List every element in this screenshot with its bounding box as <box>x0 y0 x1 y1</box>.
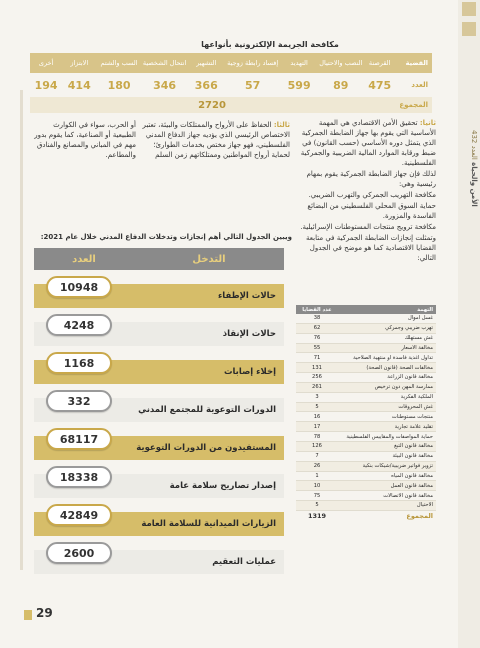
case-name: مخالفة الأسعار <box>401 344 433 351</box>
table-header-cell: النصب والاحتيال <box>319 59 363 67</box>
side-label-title: الأمن والحياة <box>470 162 478 207</box>
side-label <box>470 130 478 207</box>
stat-label: عمليات التعقيم <box>212 557 276 567</box>
text-column-left: أو الحرب، سواء في الكوارث الطبيعية أو الصناعية، كما يقوم بدور مهم في المباني والمصانع والفنادق والمطاعم. <box>34 121 136 159</box>
table-row <box>296 373 436 383</box>
table-row <box>296 314 436 324</box>
stats-header-value: العدد <box>72 253 96 265</box>
cases-header-count: عدد القضايا <box>302 306 332 313</box>
stat-label: الدورات التوعوية للمجتمع المدني <box>138 405 276 415</box>
table-row <box>296 393 436 403</box>
case-count: 126 <box>312 443 322 450</box>
table-row <box>296 422 436 432</box>
table-value-cell: 89 <box>333 78 349 92</box>
stat-value-wrap <box>34 508 134 536</box>
table-total-row <box>30 97 432 113</box>
decor-square <box>462 22 476 36</box>
stat-row <box>34 280 284 308</box>
cases-total-label: المجموع <box>406 512 433 521</box>
case-name: تزوير فواتير ضريبية/شيكات بنكية <box>362 463 433 470</box>
economic-cases-table <box>296 305 436 522</box>
case-name: غسل أموال <box>407 315 433 322</box>
case-name: مخالفة قانون الاتصالات <box>383 492 433 499</box>
table-row <box>296 491 436 501</box>
table-row <box>296 363 436 373</box>
page-number: 29 <box>36 606 53 620</box>
cases-header-case: التهمة <box>417 306 433 313</box>
table-value-cell: 475 <box>368 78 392 92</box>
stats-header <box>34 248 284 270</box>
case-count: 3 <box>315 394 319 401</box>
stat-label: إخلاء إصابات <box>223 367 276 377</box>
stat-value-pill: 10948 <box>46 276 112 298</box>
table-header-cell: القرصنة <box>368 59 391 67</box>
case-name: مخالفات الصحة (قانون الصحة) <box>366 364 433 371</box>
case-count: 261 <box>312 384 322 391</box>
case-name: تداول أغذية فاسدة أو منتهية الصلاحية <box>353 354 433 361</box>
case-count: 71 <box>313 354 321 361</box>
case-name: تهرب ضريبي وجمركي <box>385 325 433 332</box>
paragraph-body: لذلك فإن جهاز الضابطة الجمركية يقوم بمهام رئيسية وهي: <box>306 170 436 188</box>
table-header-cell: التهديد <box>290 59 308 67</box>
stat-label: حالات الإنقاذ <box>222 329 276 339</box>
table-header-cell: الابتزاز <box>70 59 89 67</box>
cybercrime-table <box>30 53 432 113</box>
side-label-issue: العدد 432 <box>470 130 478 160</box>
stat-value-wrap <box>34 318 134 346</box>
stat-value-pill: 332 <box>46 390 112 412</box>
case-name: غش المحروقات <box>398 404 433 411</box>
table-row <box>296 412 436 422</box>
paragraph-lead: ثانيا: <box>419 119 436 127</box>
case-count: 10 <box>313 482 321 489</box>
case-count: 75 <box>313 492 321 499</box>
paragraph <box>298 201 436 221</box>
case-name: مخالفة قانون التبغ <box>394 443 433 450</box>
table-header-cell: انتحال الشخصية <box>142 59 187 67</box>
paragraph-lead: ثالثا: <box>273 121 290 129</box>
stat-value-pill: 18338 <box>46 466 112 488</box>
table-header-cell: إفساد رابطة زوجية <box>227 59 279 67</box>
paragraph <box>298 222 436 232</box>
stats-header-label: التدخل <box>192 253 226 265</box>
table-header-cell: أخرى <box>38 59 54 67</box>
paragraph <box>298 190 436 200</box>
case-count: 38 <box>313 315 321 322</box>
case-count: 7 <box>315 453 319 460</box>
cases-total-value: 1319 <box>307 512 327 521</box>
table-row <box>296 442 436 452</box>
table-header-row <box>30 53 432 73</box>
case-name: تقليد علامة تجارية <box>394 423 433 430</box>
civil-defense-stats <box>34 248 284 574</box>
table-row <box>296 324 436 334</box>
stats-intro: ويبين الجدول التالي أهم إنجازات وتدخلات الدفاع المدني خلال عام 2021: <box>40 233 292 241</box>
case-name: ممارسة المهن دون ترخيص <box>374 384 433 391</box>
case-count: 17 <box>313 423 321 430</box>
case-name: الملكية الفكرية <box>400 394 433 401</box>
case-count: 78 <box>313 433 321 440</box>
table-value-cell: 346 <box>153 78 177 92</box>
table-row <box>296 452 436 462</box>
table-row <box>296 403 436 413</box>
table-values-row <box>30 73 432 97</box>
case-name: مخالفة قانون الزراعة <box>387 374 433 381</box>
paragraph-body: تحقيق الأمن الاقتصادي هي المهمة الأساسية التي يقوم بها جهاز الضابطة الجمركية الذي يتمثل دوره الأساسي (حسب القانون) في ضبط ورقابة الموارد المالية الضريبية والجمركية الفلسطينية. <box>300 119 436 167</box>
decor-square <box>462 2 476 16</box>
stat-value-wrap <box>34 546 134 574</box>
case-name: مخالفة قانون المياه <box>391 472 433 479</box>
margin-bar <box>20 90 23 570</box>
table-row <box>296 432 436 442</box>
table-row <box>296 334 436 344</box>
case-count: 256 <box>312 374 322 381</box>
stat-row <box>34 432 284 460</box>
text-column-right <box>298 118 436 264</box>
top-table-title: مكافحة الجريمة الإلكترونية بأنواعها <box>201 40 339 49</box>
case-count: 16 <box>313 413 321 420</box>
row-label-count: العدد <box>411 81 428 89</box>
paragraph <box>298 118 436 168</box>
cases-table-header <box>296 305 436 314</box>
paragraph-body: مكافحة التهريب الجمركي والتهرب الضريبي. <box>308 191 436 199</box>
stat-value-pill: 68117 <box>46 428 112 450</box>
side-strip <box>458 0 480 648</box>
table-row <box>296 462 436 472</box>
case-count: 76 <box>313 335 321 342</box>
stat-label: إصدار تصاريح سلامة عامة <box>169 481 276 491</box>
stat-value-pill: 2600 <box>46 542 112 564</box>
case-count: 62 <box>313 325 321 332</box>
case-count: 5 <box>315 502 319 509</box>
table-row <box>296 481 436 491</box>
case-name: الاحتيال <box>416 502 433 509</box>
table-value-cell: 599 <box>287 78 311 92</box>
paragraph-body: مكافحة ترويج منتجات المستوطنات الإسرائيلية. <box>300 223 436 231</box>
table-value-cell: 194 <box>34 78 58 92</box>
table-value-cell: 180 <box>107 78 131 92</box>
table-header-cell: التشهير <box>196 59 217 67</box>
stat-value-wrap <box>34 432 134 460</box>
row-label-case: القضية <box>405 59 428 67</box>
row-label-total: المجموع <box>399 101 428 109</box>
table-value-cell: 57 <box>245 78 261 92</box>
case-name: حماية المواصفات والمقاييس الفلسطينية <box>346 433 433 440</box>
stat-value-pill: 4248 <box>46 314 112 336</box>
stat-value-pill: 1168 <box>46 352 112 374</box>
stat-value-wrap <box>34 470 134 498</box>
table-row <box>296 353 436 363</box>
paragraph-body: حماية السوق المحلي الفلسطيني من البضائع الفاسدة والمزورة. <box>307 202 436 220</box>
stat-label: حالات الإطفاء <box>217 291 276 301</box>
case-name: مخالفة قانون البيئة <box>392 453 433 460</box>
paragraph <box>298 233 436 263</box>
stat-row <box>34 508 284 536</box>
stat-row <box>34 394 284 422</box>
case-count: 26 <box>313 463 321 470</box>
stat-value-wrap <box>34 356 134 384</box>
paragraph-body: وتمثلت إنجازات الضابطة الجمركية في متابعة القضايا الاقتصادية كما هو موضح في الجدول التالي: <box>306 234 436 262</box>
stat-label: الزيارات الميدانية للسلامة العامة <box>141 519 276 529</box>
table-row <box>296 344 436 354</box>
paragraph-body: الحفاظ على الأرواح والممتلكات والبيئة، تعتبر الاختصاص الرئيسي الذي يؤديه جهاز الدفاع المدني الفلسطيني، فهو جهاز مختص بخدمات الطوارئ؛ لحماية أرواح المواطنين وممتلكاتهم زمن السلم <box>142 121 290 159</box>
paragraph <box>298 169 436 189</box>
text-column-middle <box>140 120 290 160</box>
table-row <box>296 383 436 393</box>
stat-value-wrap <box>34 280 134 308</box>
table-header-cell: السب والشتم <box>100 59 138 67</box>
page-number-bar <box>24 610 32 620</box>
case-count: 55 <box>313 344 321 351</box>
stat-value-pill: 42849 <box>46 504 112 526</box>
case-name: غش مستهلك <box>404 335 433 342</box>
table-value-cell: 414 <box>67 78 91 92</box>
stat-label: المستفيدون من الدورات التوعوية <box>136 443 276 453</box>
stat-row <box>34 318 284 346</box>
total-value: 2720 <box>198 99 226 111</box>
case-name: منتجات مستوطنات <box>391 413 433 420</box>
stat-value-wrap <box>34 394 134 422</box>
table-value-cell: 366 <box>194 78 218 92</box>
case-count: 5 <box>315 404 319 411</box>
table-row <box>296 472 436 482</box>
case-count: 131 <box>312 364 322 371</box>
case-count: 1 <box>315 472 319 479</box>
stat-row <box>34 470 284 498</box>
table-row <box>296 501 436 511</box>
case-name: مخالفة قانون العمل <box>390 482 433 489</box>
stat-row <box>34 546 284 574</box>
stat-row <box>34 356 284 384</box>
cases-total-row <box>296 511 436 522</box>
